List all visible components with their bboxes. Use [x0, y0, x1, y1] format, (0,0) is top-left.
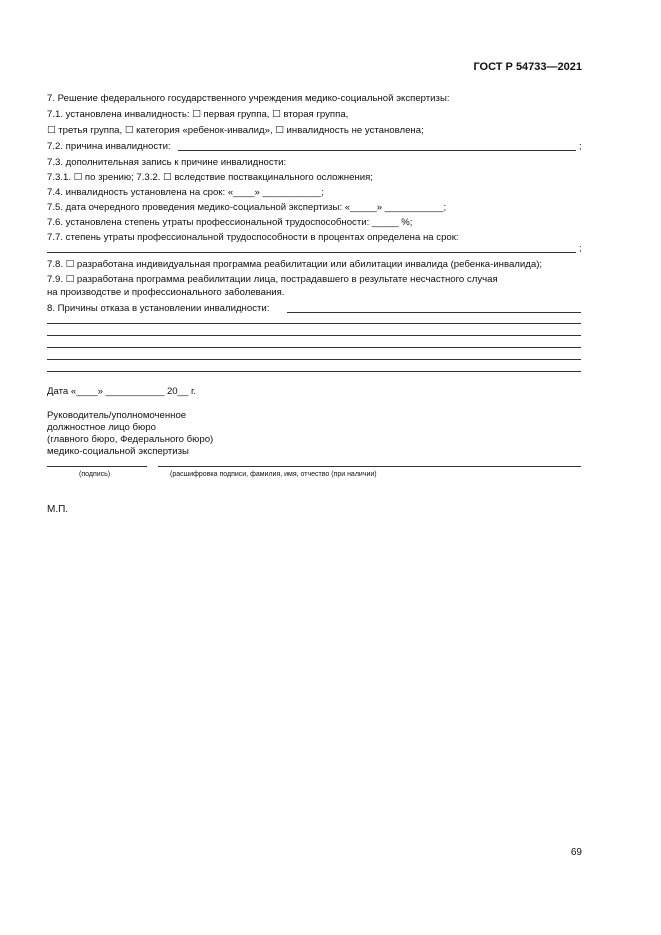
stamp-place: М.П.	[47, 504, 69, 515]
signatory-title-line-1: Руководитель/уполномоченное	[47, 410, 187, 421]
signatory-title-line-3: (главного бюро, Федерального бюро)	[47, 434, 214, 445]
item-7-2-tail: ;	[579, 141, 582, 152]
reason-line	[47, 323, 581, 324]
item-7-3-1: 7.3.1. ☐ по зрению; 7.3.2. ☐ вследствие поствакцинального осложнения;	[47, 172, 373, 183]
item-7-9: 7.9. ☐ разработана программа реабилитации лица, пострадавшего в результате несчастного случая	[47, 274, 498, 285]
signatory-title-line-4: медико-социальной экспертизы	[47, 446, 189, 457]
signature-caption: (подпись)	[79, 471, 111, 478]
item-7-1: 7.1. установлена инвалидность: ☐ первая группа, ☐ вторая группа,	[47, 109, 349, 120]
item-7-3: 7.3. дополнительная запись к причине инвалидности:	[47, 157, 287, 168]
item-7-7-tail: ;	[579, 243, 582, 254]
date-line: Дата «____» ___________ 20__ г.	[47, 386, 196, 397]
section-8-fill-line	[287, 312, 581, 313]
reason-line	[47, 347, 581, 348]
signature-decode-line	[158, 466, 581, 467]
page-number: 69	[570, 847, 582, 858]
signatory-title-line-2: должностное лицо бюро	[47, 422, 156, 433]
item-7-7: 7.7. степень утраты профессиональной трудоспособности в процентах определена на срок:	[47, 232, 459, 243]
item-7-2-fill-line	[178, 150, 576, 151]
item-7-7-fill-line	[47, 252, 576, 253]
signature-decode-caption: (расшифровка подписи, фамилия, имя, отчество (при наличии)	[170, 471, 377, 478]
reason-line	[47, 335, 581, 336]
item-7-9-continued: на производстве и профессионального заболевания.	[47, 287, 285, 298]
signature-line	[47, 466, 147, 467]
reason-line	[47, 371, 581, 372]
document-code: ГОСТ Р 54733—2021	[473, 61, 582, 73]
section-8-heading: 8. Причины отказа в установлении инвалидности:	[47, 303, 270, 314]
item-7-4: 7.4. инвалидность установлена на срок: «____» ___________;	[47, 187, 324, 198]
item-7-1-continued: ☐ третья группа, ☐ категория «ребенок-инвалид», ☐ инвалидность не установлена;	[47, 125, 424, 136]
item-7-2: 7.2. причина инвалидности:	[47, 141, 171, 152]
item-7-5: 7.5. дата очередного проведения медико-социальной экспертизы: «_____» ___________;	[47, 202, 447, 213]
item-7-8: 7.8. ☐ разработана индивидуальная программа реабилитации или абилитации инвалида (ребенка-инвалида);	[47, 259, 543, 270]
section-7-heading: 7. Решение федерального государственного учреждения медико-социальной экспертизы:	[47, 93, 450, 104]
item-7-6: 7.6. установлена степень утраты профессиональной трудоспособности: _____ %;	[47, 217, 413, 228]
reason-line	[47, 359, 581, 360]
